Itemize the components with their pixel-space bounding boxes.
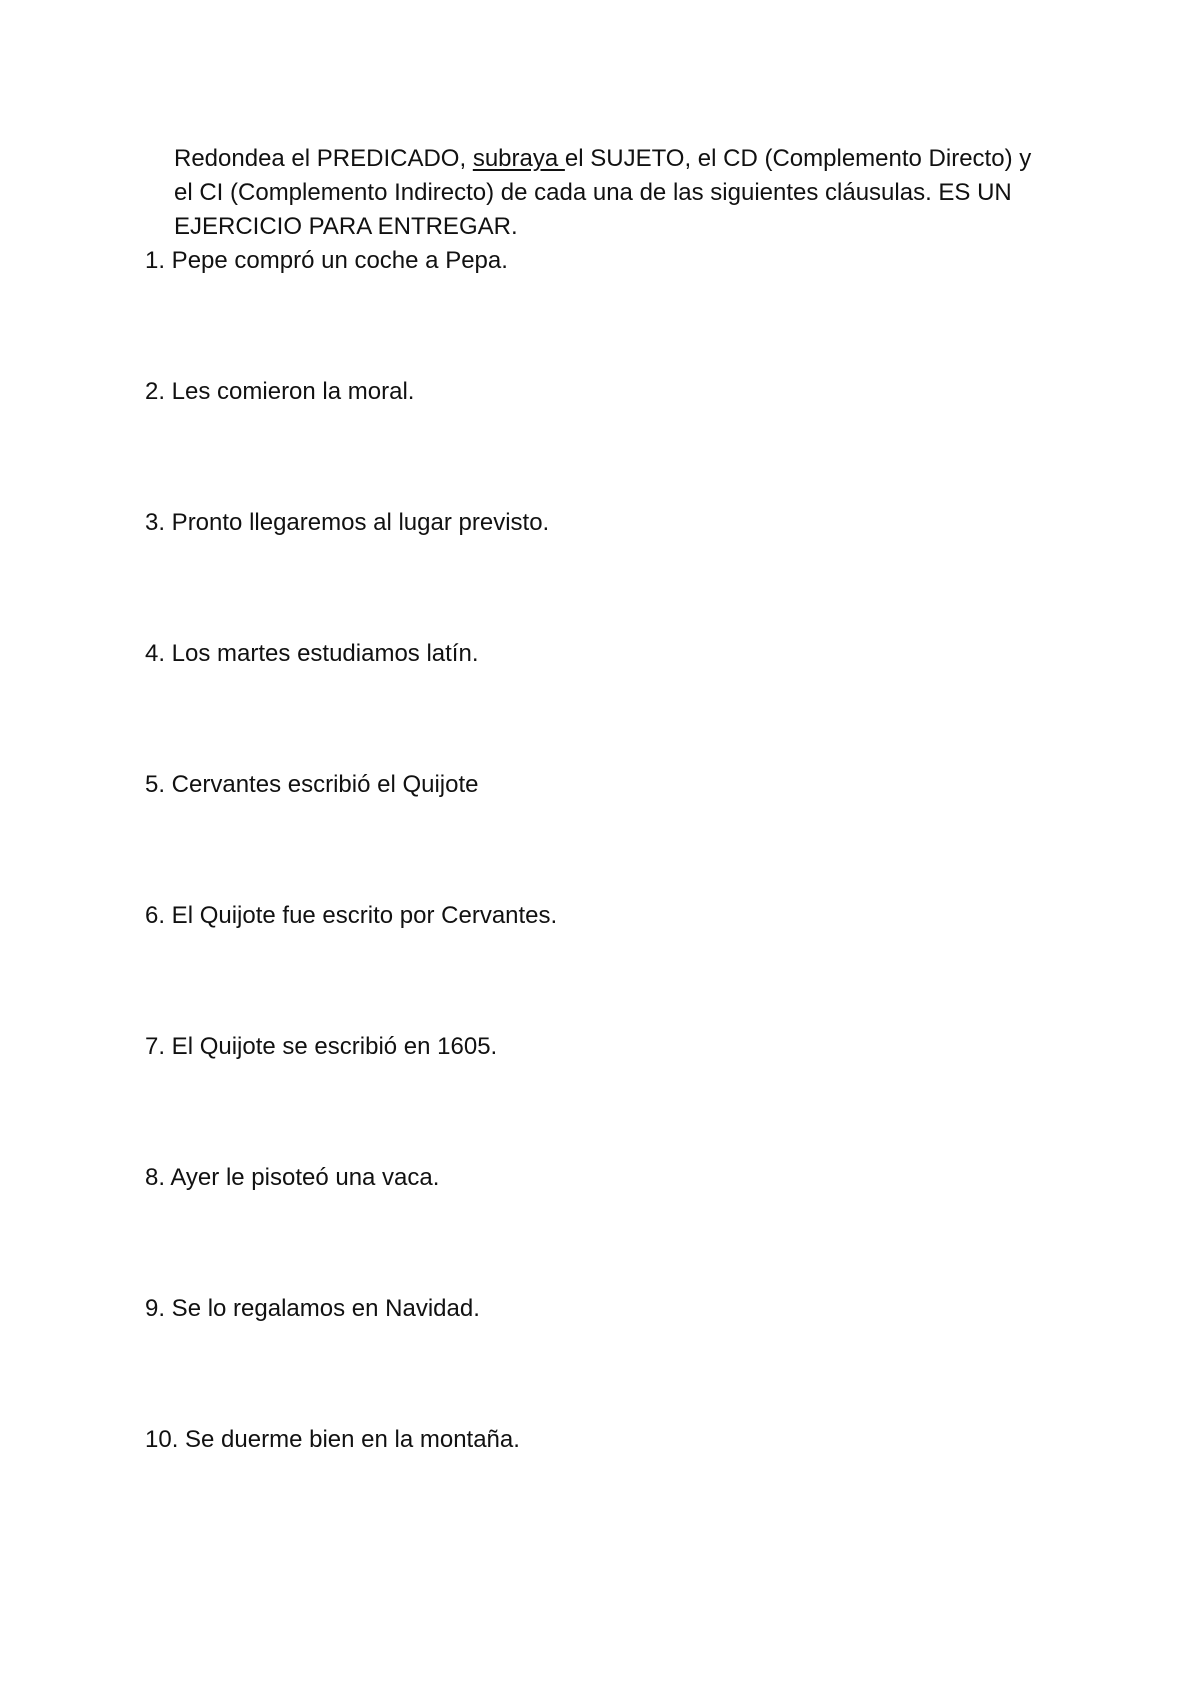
exercise-item: 10. Se duerme bien en la montaña.	[145, 1426, 520, 1453]
exercise-item: 9. Se lo regalamos en Navidad.	[145, 1295, 480, 1322]
exercise-item: 2. Les comieron la moral.	[145, 378, 415, 405]
exercise-item: 8. Ayer le pisoteó una vaca.	[145, 1164, 440, 1191]
exercise-item: 1. Pepe compró un coche a Pepa.	[145, 247, 508, 274]
instructions-text-start: Redondea el PREDICADO,	[174, 145, 473, 172]
exercise-item: 3. Pronto llegaremos al lugar previsto.	[145, 509, 550, 536]
exercise-item: 4. Los martes estudiamos latín.	[145, 640, 479, 667]
instructions-text-end: el SUJETO, el CD (Complemento Directo) y el CI (Complemento Indirecto) de cada una de las siguientes cláusulas. ES UN EJERCICIO PARA ENTREGAR.	[174, 145, 1032, 240]
exercise-item: 5. Cervantes escribió el Quijote	[145, 771, 479, 798]
exercise-item: 7. El Quijote se escribió en 1605.	[145, 1033, 498, 1060]
exercise-item: 6. El Quijote fue escrito por Cervantes.	[145, 902, 558, 929]
instructions-paragraph	[174, 142, 1054, 244]
instructions-underlined-word: subraya	[472, 145, 565, 172]
